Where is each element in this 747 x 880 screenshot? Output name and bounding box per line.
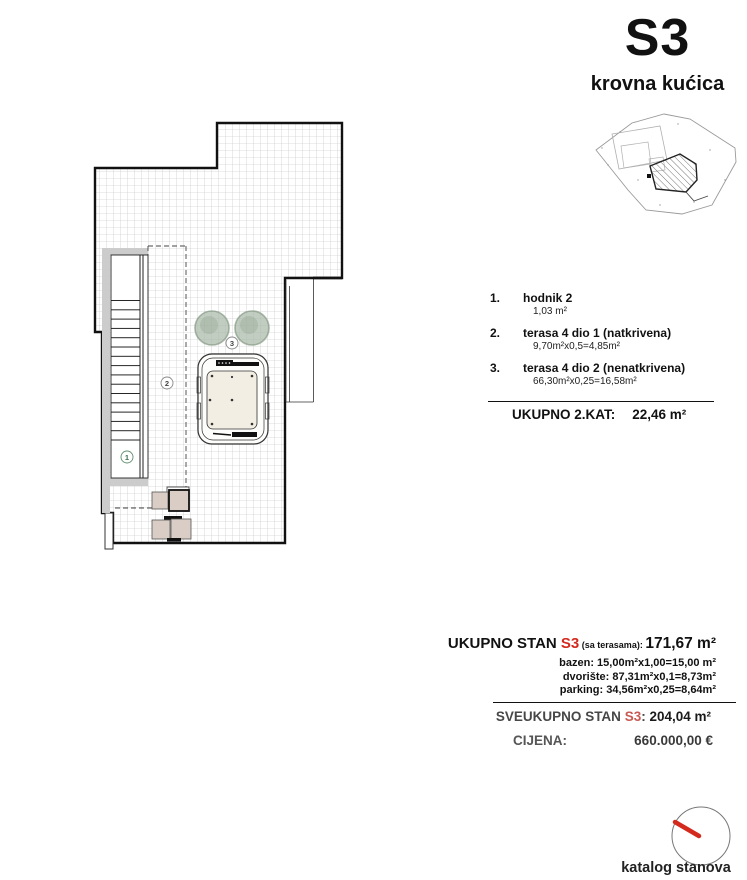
- apartment-total-line: [448, 635, 716, 653]
- price-value: 660.000,00 €: [634, 733, 713, 748]
- apartment-total-unit: S3: [560, 635, 580, 652]
- apartment-summary: [448, 635, 716, 698]
- lower-roof-notch: [286, 280, 314, 402]
- bottom-left-notch: [105, 513, 113, 549]
- legend-item: [490, 291, 746, 317]
- legend-item-title: terasa 4 dio 1 (natkrivena): [523, 326, 672, 340]
- catalog-label[interactable]: katalog stanova: [621, 860, 731, 876]
- apartment-total-label: UKUPNO STAN: [447, 635, 561, 652]
- floor-total-row: [512, 407, 686, 422]
- floor-total-label: UKUPNO 2.KAT:: [512, 407, 616, 422]
- unit-subtitle: krovna kućica: [590, 73, 725, 95]
- price-label: CIJENA:: [513, 733, 568, 748]
- summary-detail-row: dvorište: 87,31m²x0,1=8,73m²: [562, 670, 716, 683]
- room-number-3-label: 3: [229, 338, 235, 348]
- summary-detail-row: bazen: 15,00m²x1,00=15,00 m²: [559, 657, 716, 669]
- floor-total-value: 22,46 m²: [632, 407, 687, 422]
- unit-code: S3: [624, 9, 691, 67]
- grand-total-label: SVEUKUPNO STAN: [495, 709, 625, 724]
- stairs: [111, 300, 140, 442]
- summary-detail-row: parking: 34,56m²x0,25=8,64m²: [559, 684, 716, 696]
- grand-total-row: [496, 709, 711, 724]
- grand-total-sep: :: [641, 709, 650, 724]
- grand-total-divider: [493, 702, 736, 703]
- grand-total-unit: S3: [624, 709, 642, 724]
- legend-item-title: hodnik 2: [523, 291, 573, 305]
- legend-item: [490, 326, 746, 352]
- legend-item-detail: 9,70m²x0,5=4,85m²: [533, 341, 620, 352]
- apartment-total-note: (sa terasama):: [579, 640, 646, 650]
- tree-inner: [240, 316, 258, 334]
- legend: [490, 291, 746, 396]
- unit-marker: [647, 174, 651, 178]
- tree-inner: [200, 316, 218, 334]
- price-row: [513, 733, 713, 748]
- legend-item-number: 3.: [490, 361, 501, 375]
- apartment-total-value: 171,67 m²: [645, 635, 716, 652]
- floor-total-divider: [488, 401, 714, 402]
- room-number-2-label: 2: [164, 378, 170, 388]
- legend-item-detail: 1,03 m²: [533, 306, 567, 317]
- hot-tub: [197, 354, 269, 444]
- summary-details: [448, 657, 716, 698]
- catalog-dial-icon[interactable]: [670, 805, 732, 867]
- room-number-1-label: 1: [124, 452, 130, 462]
- legend-item: [490, 361, 746, 387]
- floor-plan: [85, 115, 355, 555]
- site-plan: [590, 110, 740, 230]
- unit-highlight: [650, 154, 697, 192]
- legend-item-title: terasa 4 dio 2 (nenatkrivena): [523, 361, 686, 375]
- grand-total-value: 204,04 m²: [649, 709, 711, 724]
- legend-item-detail: 66,30m²x0,25=16,58m²: [533, 376, 637, 387]
- title-block: [565, 9, 747, 96]
- unit-edge: [686, 192, 708, 201]
- legend-item-number: 1.: [490, 291, 501, 305]
- legend-item-number: 2.: [490, 326, 501, 340]
